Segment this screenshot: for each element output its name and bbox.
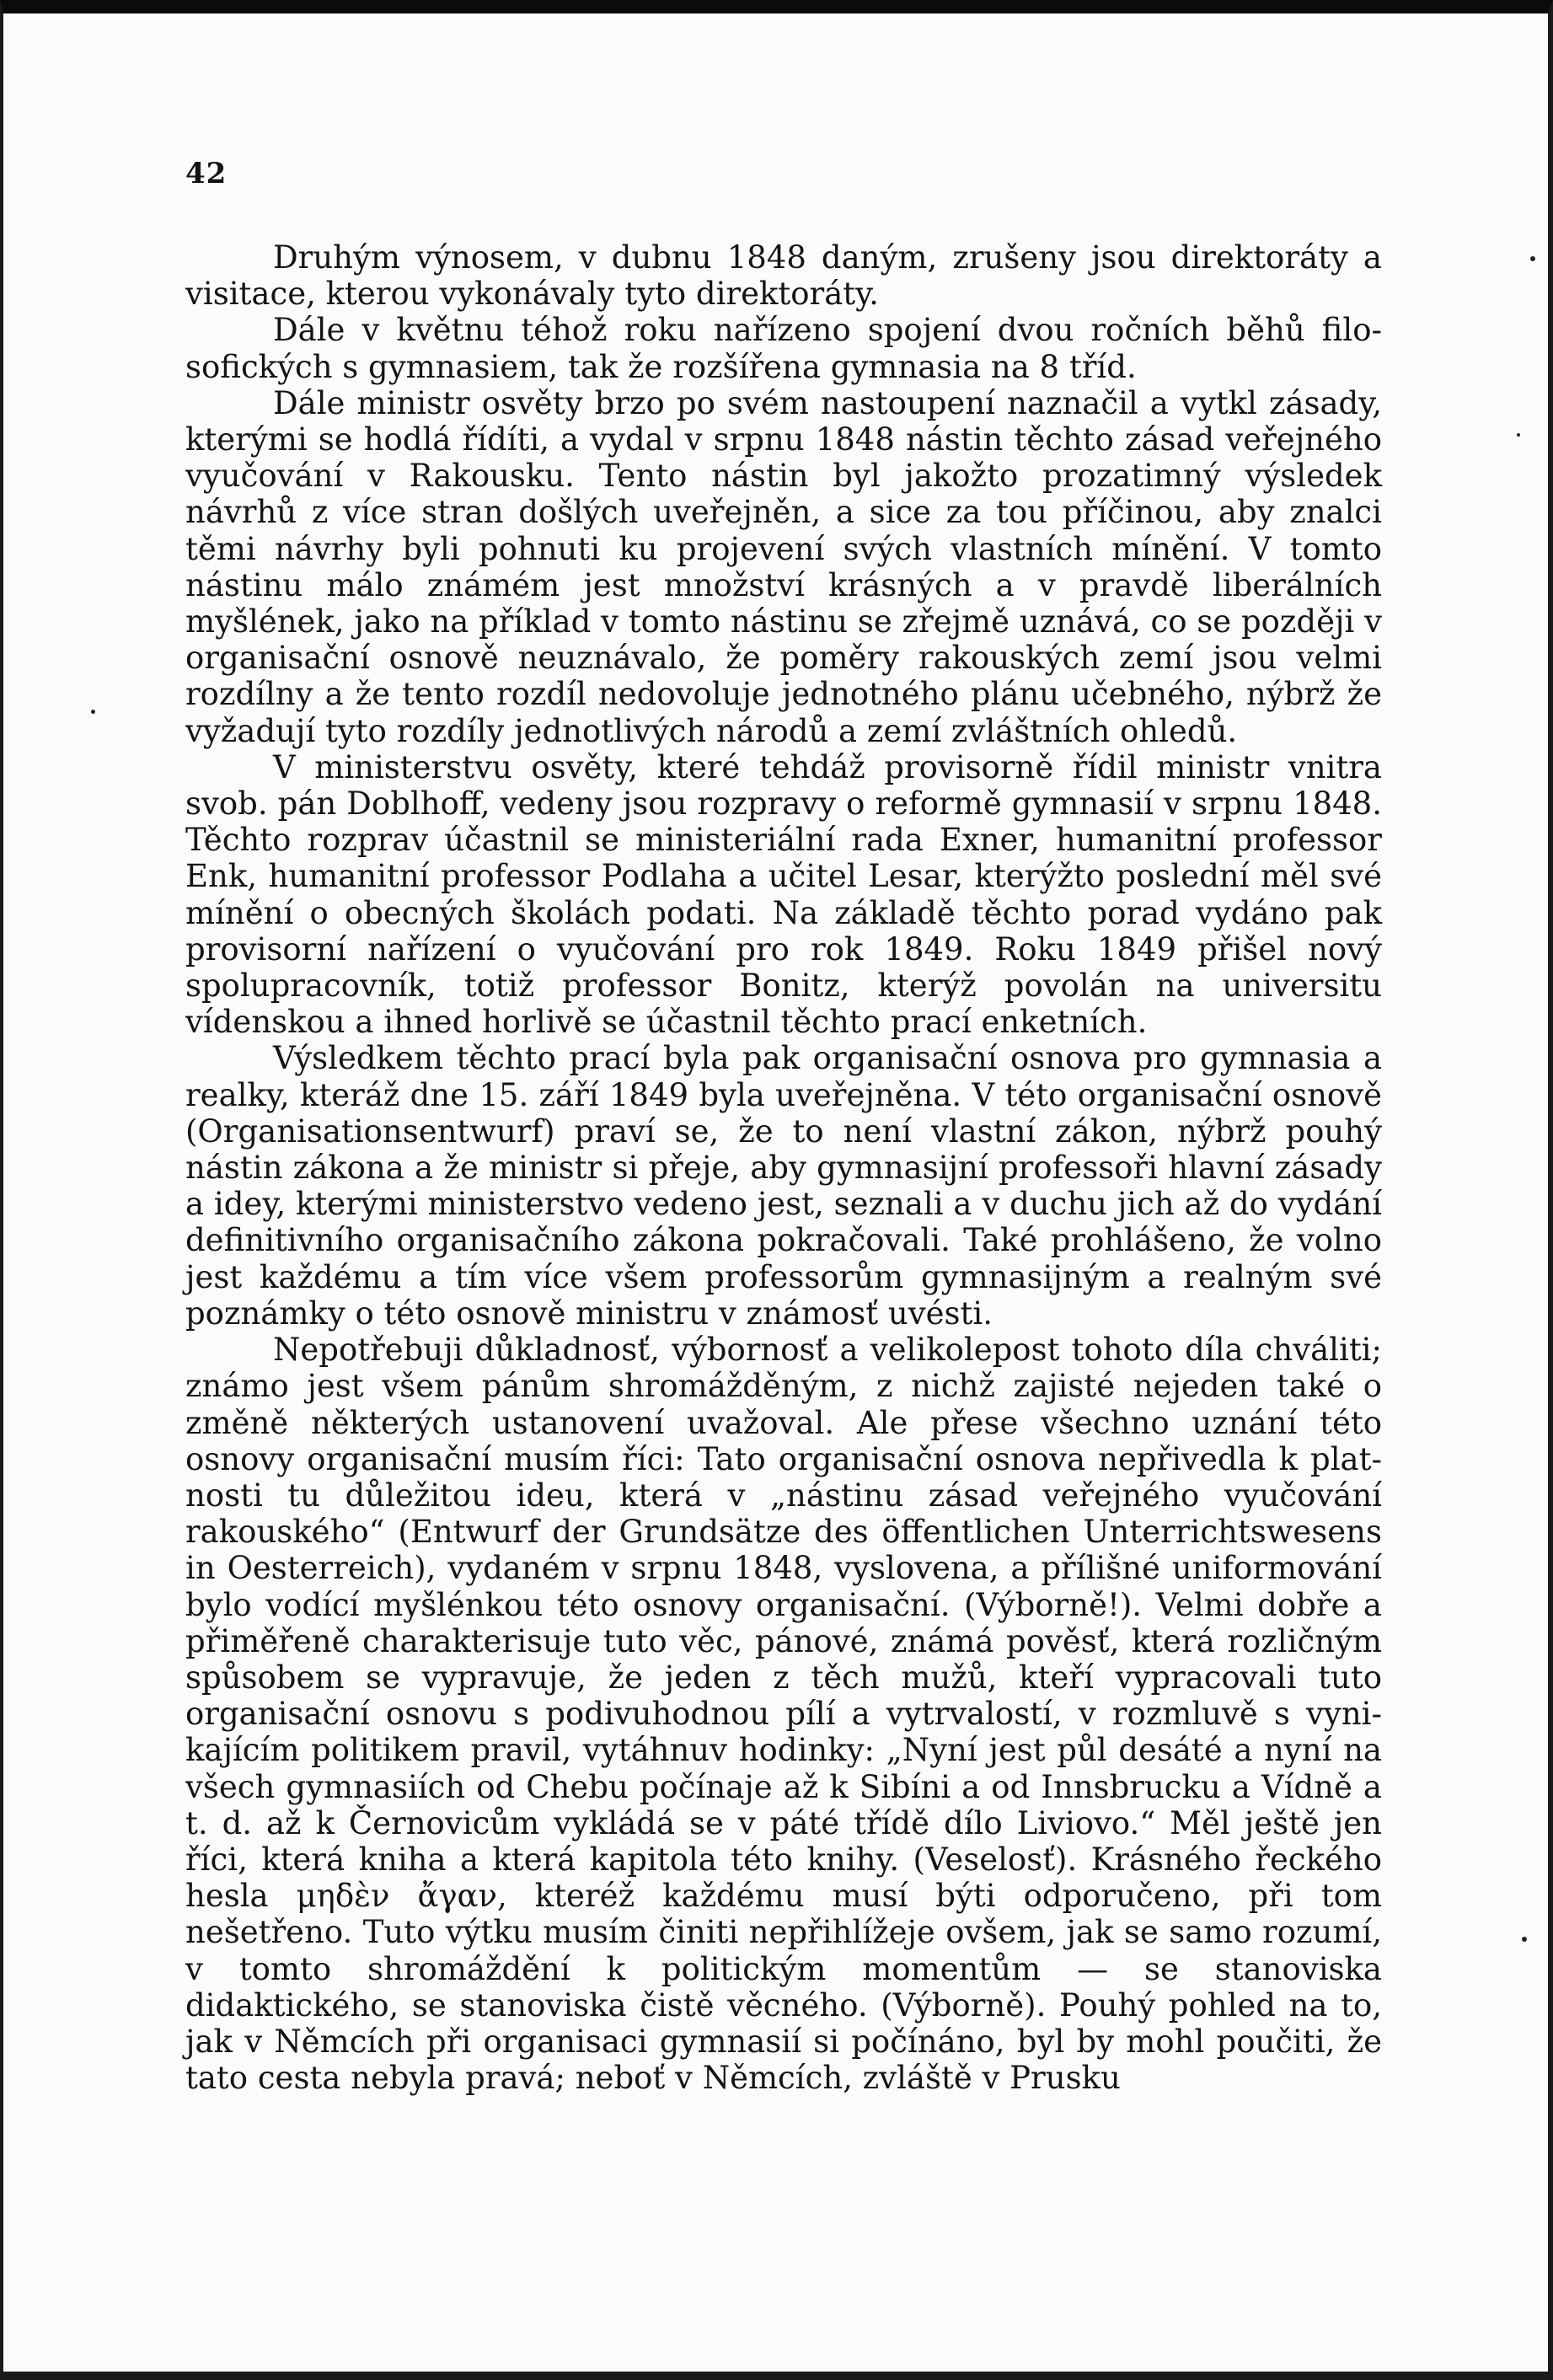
page-number: 42 <box>185 157 228 190</box>
scan-speck <box>1517 433 1520 437</box>
scan-speck <box>1522 1937 1527 1942</box>
paragraph: Dále v květnu téhož roku nařízeno spojení dvou ročních běhů filosofických s gymnasiem, tak že rozšířena gymnasia na 8 tříd. <box>185 312 1382 385</box>
paragraph: Dále ministr osvěty brzo po svém nastoupení naznačil a vytkl zásady, kterými se hodlá řídíti, a vydal v srpnu 1848 nástin těchto zásad veřejného vyučování v Rakousku. Tento nástin byl jakožto prozatimný výsledek návrhů z více stran došlých uveřejněn, a sice za tou příčinou, aby znalci těmi návrhy byli pohnuti ku projevení svých vlastních mínění. V tomto nástinu málo známém jest množství krásných a v pravdě liberálních myšlének, jako na příklad v tomto nástinu se zřejmě uznává, co se později v organisační osnově neuznávalo, že poměry rakouských zemí jsou velmi rozdílny a že tento rozdíl nedovoluje jednotného plánu učebného, nýbrž že vyžadují tyto rozdíly jednotlivých národů a zemí zvláštních ohledů. <box>185 384 1382 749</box>
book-page <box>185 157 1382 2348</box>
paragraph: Nepotřebuji důkladnosť, výbornosť a velikolepost tohoto díla chváliti; známo jest všem pánům shromážděným, z nichž zajisté nejeden také o změně některých ustanovení uvažoval. Ale přese všechno uznání této osnovy organisační musím říci: Tato organisační osnova nepřivedla k platnosti tu důležitou ideu, která v „nástinu zásad veřejného vyučování rakouského“ (Entwurf der Grundsätze des öffentlichen Unterrichtswesens in Oesterreich), vydaném v srpnu 1848, vyslovena, a přílišné uniformování bylo vodící myšlénkou této osnovy organisační. (Výborně!). Velmi dobře a přiměřeně charakterisuje tuto věc, pánové, známá pověsť, která rozličným spůsobem se vypravuje, že jeden z těch mužů, kteří vypracovali tuto organisační osnovu s podivuhodnou pílí a vytrvalostí, v rozmluvě s vynikajícím politikem pravil, vytáhnuv hodinky: „Nyní jest půl desáté a nyní na všech gymnasiích od Chebu počínaje až k Sibíni a od Innsbrucku a Vídně a t. d. až k Černovicům vykládá se v páté třídě dílo Liviovo.“ Měl ještě jen říci, která kniha a která kapitola této knihy. (Veselosť). Krásného řeckého hesla μηδὲν ἄγαν, kteréž každému musí býti odporučeno, při tom nešetřeno. Tuto výtku musím činiti nepřihlížeje ovšem, jak se samo rozumí, v tomto shromáždění k politickým momentům — se stanoviska didaktického, se stanoviska čistě věcného. (Výborně). Pouhý pohled na to, jak v Němcích při organisaci gymnasií si počínáno, byl by mohl poučiti, že tato cesta nebyla pravá; neboť v Němcích, zvláště v Prusku <box>185 1332 1382 2097</box>
scan-speck <box>91 710 95 714</box>
scan-speck <box>1530 256 1535 261</box>
paragraph: Druhým výnosem, v dubnu 1848 daným, zrušeny jsou direktoráty a visitace, kterou vykonávaly tyto direktoráty. <box>185 239 1382 313</box>
body-text <box>185 239 1382 2096</box>
paragraph: Výsledkem těchto prací byla pak organisační osnova pro gymnasia a realky, kteráž dne 15. září 1849 byla uveřejněna. V této organisační osnově (Organisationsentwurf) praví se, že to není vlastní zákon, nýbrž pouhý nástin zákona a že ministr si přeje, aby gymnasijní professoři hlavní zásady a idey, kterými ministerstvo vedeno jest, seznali a v duchu jich až do vydání definitivního organisačního zákona pokračovali. Také prohlášeno, že volno jest každému a tím více všem professorům gymnasijným a realným své poznámky o této osnově ministru v známosť uvésti. <box>185 1040 1382 1332</box>
paragraph: V ministerstvu osvěty, které tehdáž provisorně řídil ministr vnitra svob. pán Doblhoff, vedeny jsou rozpravy o reformě gymnasií v srpnu 1848. Těchto rozprav účastnil se ministeriální rada Exner, humanitní professor Enk, humanitní professor Podlaha a učitel Lesar, kterýžto poslední měl své mínění o obecných školách podati. Na základě těchto porad vydáno pak provisorní nařízení o vyučování pro rok 1849. Roku 1849 přišel nový spolupracovník, totiž professor Bonitz, kterýž povolán na universitu vídenskou a ihned horlivě se účastnil těchto prací enketních. <box>185 748 1382 1041</box>
